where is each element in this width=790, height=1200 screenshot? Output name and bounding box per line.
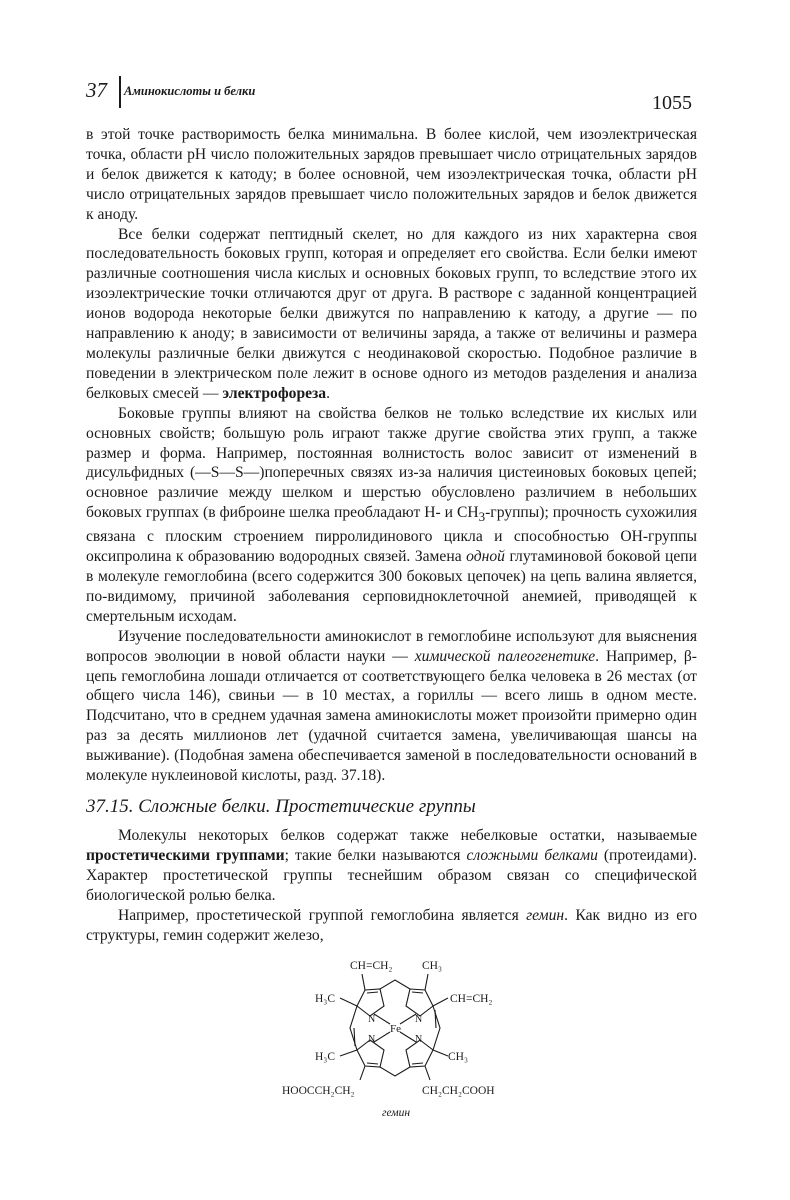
fe-n-bond (400, 1014, 416, 1024)
fe-n-bond (400, 1032, 416, 1042)
fe-n-bond (374, 1032, 390, 1042)
methine-bridge-bottom (380, 1067, 410, 1076)
methine-bridge-right (433, 1006, 440, 1050)
nitrogen-atom: N (368, 1034, 376, 1045)
section-heading: 37.15. Сложные белки. Простетические группы (86, 796, 476, 817)
emphasis: одной (466, 548, 505, 566)
term-bold: простетическими группами (86, 846, 285, 864)
nitrogen-atom: N (368, 1014, 376, 1025)
methyl-label: H₃C (315, 1051, 335, 1063)
methyl-label: CH₃ (448, 1051, 468, 1063)
hemin-structure-figure (270, 952, 530, 1138)
paragraph: Например, простетической группой гемоглобина является гемин. Как видно из его структуры, гемин содержит железо, (86, 906, 698, 944)
propionic-acid-label: CH₂CH₂COOH (422, 1085, 495, 1097)
emphasis: химической палеогенетике (414, 647, 596, 665)
vinyl-bond (433, 998, 448, 1006)
methyl-bond (340, 1050, 357, 1056)
chapter-number: 37 (86, 78, 107, 102)
nitrogen-atom: N (415, 1034, 423, 1045)
chapter-title: Аминокислоты и белки (124, 84, 256, 98)
vinyl-label: CH=CH₂ (350, 960, 393, 972)
fe-n-bond (374, 1014, 390, 1024)
nitrogen-atom: N (415, 1014, 423, 1025)
paragraph: Молекулы некоторых белков содержат также небелковые остатки, называемые простетическими группами; такие белки называются сложными белками (протеидами). Характер простетической группы теснейшим образом связан со специфической биологической ролью белка. (86, 827, 698, 904)
paragraph: в этой точке растворимость белка минимальна. В более кислой, чем изоэлектрическая точка, области pH число положительных зарядов превышает число отрицательных зарядов и белок движется к катоду; в более основной, чем изоэлектрическая точка, области pH число отрицательных зарядов превышает число положительных зарядов и белок движется к аноду. (86, 126, 697, 223)
methyl-label: CH₃ (422, 960, 442, 972)
methine-bridge-top (380, 980, 410, 989)
iron-atom: Fe (390, 1023, 401, 1035)
methyl-label: H₃C (315, 993, 335, 1005)
propionic-bond (360, 1066, 365, 1080)
paragraph: Боковые группы влияют на свойства белков не только вследствие их кислых или основных свойств; большую роль играют также другие свойства этих групп, а также размер и форма. Например, постоянная волнистость волос зависит от изменений в дисульфидных (—S—S—)поперечных связях из-за наличия цистеиновых боковых цепей; основное различие между шелком и шерстью обусловлено различием в небольших боковых группах (в фиброине шелка преобладают Н- и $СН_3-группы$); прочность сухожилия связана с плоским строением пирролидинового цикла и способностью ОН-группы оксипролина к образованию водородных связей. Замена одной глутаминовой боковой цепи в молекуле гемоглобина (всего содержится 300 боковых цепочек) на цепь валина является, по-видимому, причиной заболевания серповидноклеточной анемией, приводящей к смертельным исходам. (86, 404, 697, 625)
methyl-bond (433, 1050, 448, 1056)
term-bold: электрофореза (222, 384, 327, 402)
hemin-structure-diagram (270, 952, 530, 1138)
vinyl-bond (362, 974, 365, 990)
figure-caption: гемин (382, 1107, 411, 1119)
header-divider (119, 76, 121, 108)
emphasis: сложными белками (466, 846, 598, 864)
paragraph: Изучение последовательности аминокислот в гемоглобине используют для выяснения вопросов эволюции в новой области науки — химической палеогенетике. Например, β-цепь гемоглобина лошади отличается от соответствующего белка человека в 26 местах (от общего числа 146), свиньи — в 10 местах, а гориллы — всего лишь в одном месте. Подсчитано, что в среднем удачная замена аминокислоты может произойти примерно один раз за десять миллионов лет (удачной считается замена, увеличивающая шансы на выживание). (Подобная замена обеспечивается заменой в последовательности оснований в молекуле нуклеиновой кислоты, разд. 37.18). (86, 627, 697, 785)
methine-bridge-left (350, 1006, 357, 1050)
methyl-bond (340, 998, 357, 1006)
propionic-acid-label: HOOCCH₂CH₂ (282, 1085, 355, 1097)
paragraph: Все белки содержат пептидный скелет, но для каждого из них характерна своя последовательность боковых групп, которая и определяет его свойства. Если белки имеют различные соотношения числа кислых и основных боковых групп, то вследствие этого их изоэлектрические точки отличаются друг от друга. В растворе с заданной концентрацией ионов водорода некоторые белки движутся по направлению к катоду, а другие — по направлению к аноду; в зависимости от величины заряда, а также от величины и размера молекулы различные белки движутся с неодинаковой скоростью. Подобное различие в поведении в электрическом поле лежит в основе одного из методов разделения и анализа белковых смесей — электрофореза. (86, 225, 697, 402)
body-text-section (86, 826, 697, 945)
vinyl-label: CH=CH₂ (450, 993, 493, 1005)
emphasis: гемин (526, 906, 565, 924)
page-number: 1055 (652, 92, 692, 114)
propionic-bond (425, 1066, 430, 1080)
methyl-bond (425, 974, 428, 990)
body-text (86, 125, 697, 786)
